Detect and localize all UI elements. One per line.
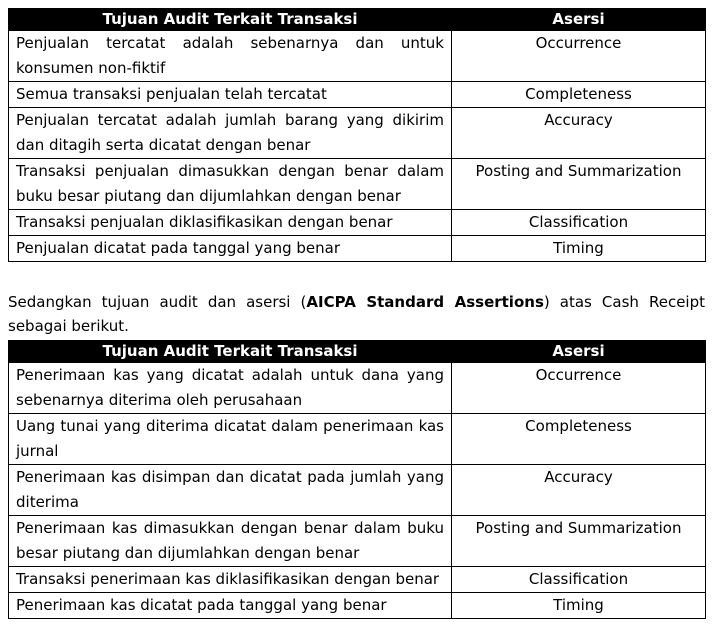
- asersi-cell: Timing: [452, 593, 706, 619]
- asersi-cell: Completeness: [452, 414, 706, 465]
- table-row: [9, 363, 706, 414]
- intro-paragraph: [8, 290, 705, 338]
- tujuan-cell: Penjualan dicatat pada tanggal yang benar: [9, 236, 452, 262]
- asersi-cell: Accuracy: [452, 465, 706, 516]
- tujuan-cell: Uang tunai yang diterima dicatat dalam penerimaan kas jurnal: [9, 414, 452, 465]
- header-tujuan: Tujuan Audit Terkait Transaksi: [9, 341, 452, 363]
- asersi-cell: Posting and Summarization: [452, 516, 706, 567]
- asersi-cell: Posting and Summarization: [452, 159, 706, 210]
- asersi-cell: Occurrence: [452, 363, 706, 414]
- tujuan-cell: Penerimaan kas dicatat pada tanggal yang benar: [9, 593, 452, 619]
- tujuan-cell: Penerimaan kas yang dicatat adalah untuk dana yang sebenarnya diterima oleh perusahaan: [9, 363, 452, 414]
- tujuan-cell: Penerimaan kas disimpan dan dicatat pada jumlah yang diterima: [9, 465, 452, 516]
- table-row: [9, 465, 706, 516]
- tujuan-cell: Penjualan tercatat adalah jumlah barang yang dikirim dan ditagih serta dicatat dengan benar: [9, 108, 452, 159]
- table-row: [9, 567, 706, 593]
- table-header-row: [9, 341, 706, 363]
- header-asersi: Asersi: [452, 9, 706, 31]
- table-row: [9, 516, 706, 567]
- table-row: [9, 236, 706, 262]
- asersi-cell: Classification: [452, 210, 706, 236]
- tujuan-cell: Semua transaksi penjualan telah tercatat: [9, 82, 452, 108]
- paragraph-bold-term: AICPA Standard Assertions: [306, 293, 544, 311]
- tujuan-cell: Penjualan tercatat adalah sebenarnya dan untuk konsumen non-fiktif: [9, 31, 452, 82]
- asersi-cell: Classification: [452, 567, 706, 593]
- table-row: [9, 108, 706, 159]
- paragraph-text-after: ) atas Cash Receipt sebagai berikut.: [8, 293, 705, 335]
- audit-objectives-table-cash-receipt: [8, 340, 706, 619]
- header-asersi: Asersi: [452, 341, 706, 363]
- table-row: [9, 210, 706, 236]
- paragraph-text-before: Sedangkan tujuan audit dan asersi (: [8, 293, 307, 311]
- table-header-row: [9, 9, 706, 31]
- audit-objectives-table-sales: [8, 8, 706, 262]
- tujuan-cell: Transaksi penjualan diklasifikasikan dengan benar: [9, 210, 452, 236]
- tujuan-cell: Transaksi penerimaan kas diklasifikasikan dengan benar: [9, 567, 452, 593]
- table-row: [9, 159, 706, 210]
- asersi-cell: Completeness: [452, 82, 706, 108]
- table-row: [9, 593, 706, 619]
- table-row: [9, 82, 706, 108]
- header-tujuan: Tujuan Audit Terkait Transaksi: [9, 9, 452, 31]
- table-row: [9, 31, 706, 82]
- asersi-cell: Accuracy: [452, 108, 706, 159]
- asersi-cell: Timing: [452, 236, 706, 262]
- table-row: [9, 414, 706, 465]
- tujuan-cell: Transaksi penjualan dimasukkan dengan benar dalam buku besar piutang dan dijumlahkan dengan benar: [9, 159, 452, 210]
- asersi-cell: Occurrence: [452, 31, 706, 82]
- tujuan-cell: Penerimaan kas dimasukkan dengan benar dalam buku besar piutang dan dijumlahkan dengan benar: [9, 516, 452, 567]
